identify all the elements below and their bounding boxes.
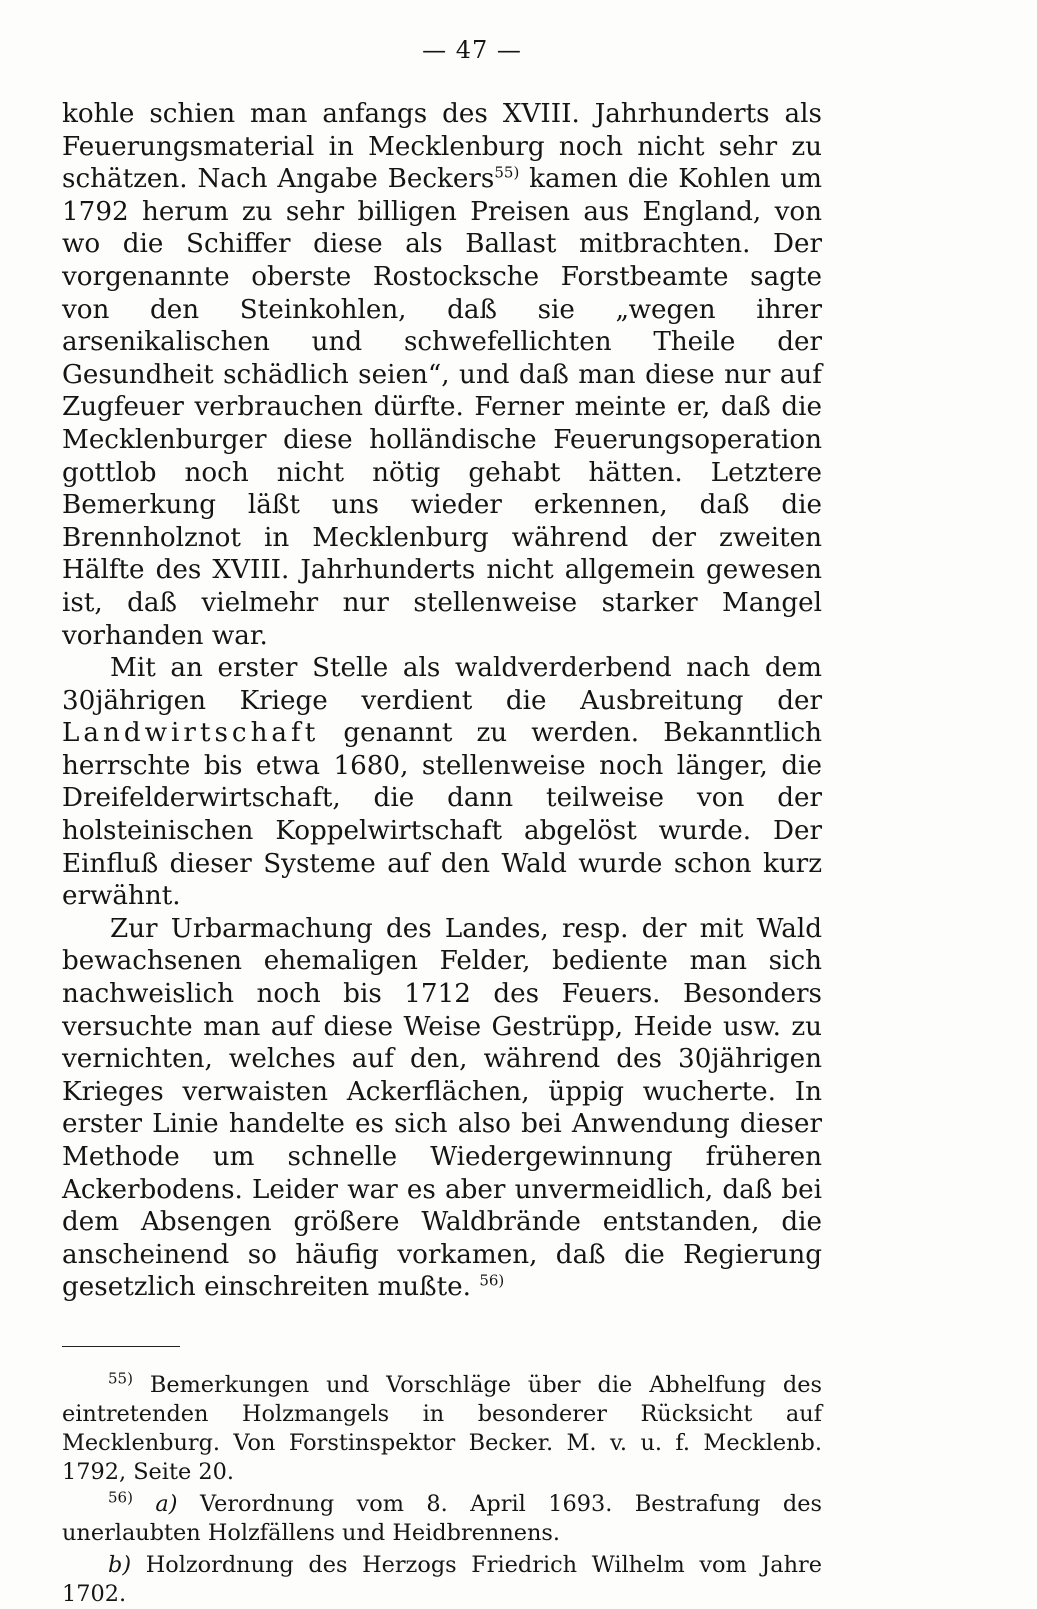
footnote-56a-text: Verordnung vom 8. April 1693. Bestrafung des unerlaubten Holzfällens und Heidbrennens. xyxy=(62,1490,823,1546)
footnote-56a-label: a) xyxy=(155,1490,178,1517)
footnote-ref-55: 55) xyxy=(494,163,520,182)
footnote-56b-text: Holzordnung des Herzogs Friedrich Wilhelm vom Jahre 1702. xyxy=(62,1551,822,1607)
paragraph-3 xyxy=(62,913,822,1304)
paragraph-2-part-1: Mit an erster Stelle als waldverderbend nach dem 30jährigen Kriege verdient die Ausbreitung der xyxy=(62,653,822,716)
paragraph-1-part-2: kamen die Kohlen um 1792 herum zu sehr billigen Preisen aus England, von wo die Schiffer diese als Ballast mitbrachten. Der vorgenannte oberste Rostocksche Forstbeamte sagte von den Steinkohlen, daß sie „wegen ihrer arsenikalischen und schwefellichten Theile der Gesundheit schädlich seien“, und daß man diese nur auf Zugfeuer verbrauchen dürfte. Ferner meinte er, daß die Mecklenburger diese holländische Feuerungsoperation gottlob noch nicht nötig gehabt hätten. Letztere Bemerkung läßt uns wieder erkennen, daß die Brennholznot in Mecklenburg während der zweiten Hälfte des XVIII. Jahrhunderts nicht allgemein gewesen ist, daß vielmehr nur stellenweise starker Mangel vorhanden war. xyxy=(62,164,822,651)
paragraph-2 xyxy=(62,652,822,913)
footnote-55-mark: 55) xyxy=(108,1369,133,1388)
paragraph-2-emphasis: Landwirtschaft xyxy=(62,718,320,749)
paragraph-1-part-1: kohle schien man anfangs des XVIII. Jahrhunderts als Feuerungsmaterial in Mecklenburg noch nicht sehr zu schätzen. Nach Angabe Beckers xyxy=(62,99,822,195)
page-number: — 47 — xyxy=(422,36,522,64)
paragraph-2-part-2: genannt zu werden. Bekanntlich herrschte bis etwa 1680, stellenweise noch länger, die Dreifelderwirtschaft, die dann teilweise von der holsteinischen Koppelwirtschaft abgelöst wurde. Der Einfluß dieser Systeme auf den Wald wurde schon kurz erwähnt. xyxy=(62,718,822,912)
footnote-ref-56: 56) xyxy=(479,1271,505,1290)
footnote-56b xyxy=(62,1551,822,1609)
footnote-56a xyxy=(62,1490,822,1548)
footnote-divider xyxy=(62,1346,180,1347)
footnote-56-mark: 56) xyxy=(108,1488,133,1507)
footnote-55 xyxy=(62,1371,822,1487)
footnote-56b-label: b) xyxy=(108,1551,132,1578)
footnotes xyxy=(62,1371,822,1609)
main-text xyxy=(62,98,822,1304)
footnote-55-text: Bemerkungen und Vorschläge über die Abhelfung des eintretenden Holzmangels in besonderer Rücksicht auf Mecklenburg. Von Forstinspektor Becker. M. v. u. f. Mecklenb. 1792, Seite 20. xyxy=(62,1371,822,1485)
paragraph-3-text: Zur Urbarmachung des Landes, resp. der mit Wald bewachsenen ehemaligen Felder, bediente man sich nachweislich noch bis 1712 des Feuers. Besonders versuchte man auf diese Weise Gestrüpp, Heide usw. zu vernichten, welches auf den, während des 30jährigen Krieges verwaisten Ackerflächen, üppig wucherte. In erster Linie handelte es sich also bei Anwendung dieser Methode um schnelle Wiedergewinnung früheren Ackerbodens. Leider war es aber unvermeidlich, daß bei dem Absengen größere Waldbrände entstanden, die anscheinend so häufig vorkamen, daß die Regierung gesetzlich einschreiten mußte. xyxy=(62,913,822,1303)
paragraph-1 xyxy=(62,98,822,652)
